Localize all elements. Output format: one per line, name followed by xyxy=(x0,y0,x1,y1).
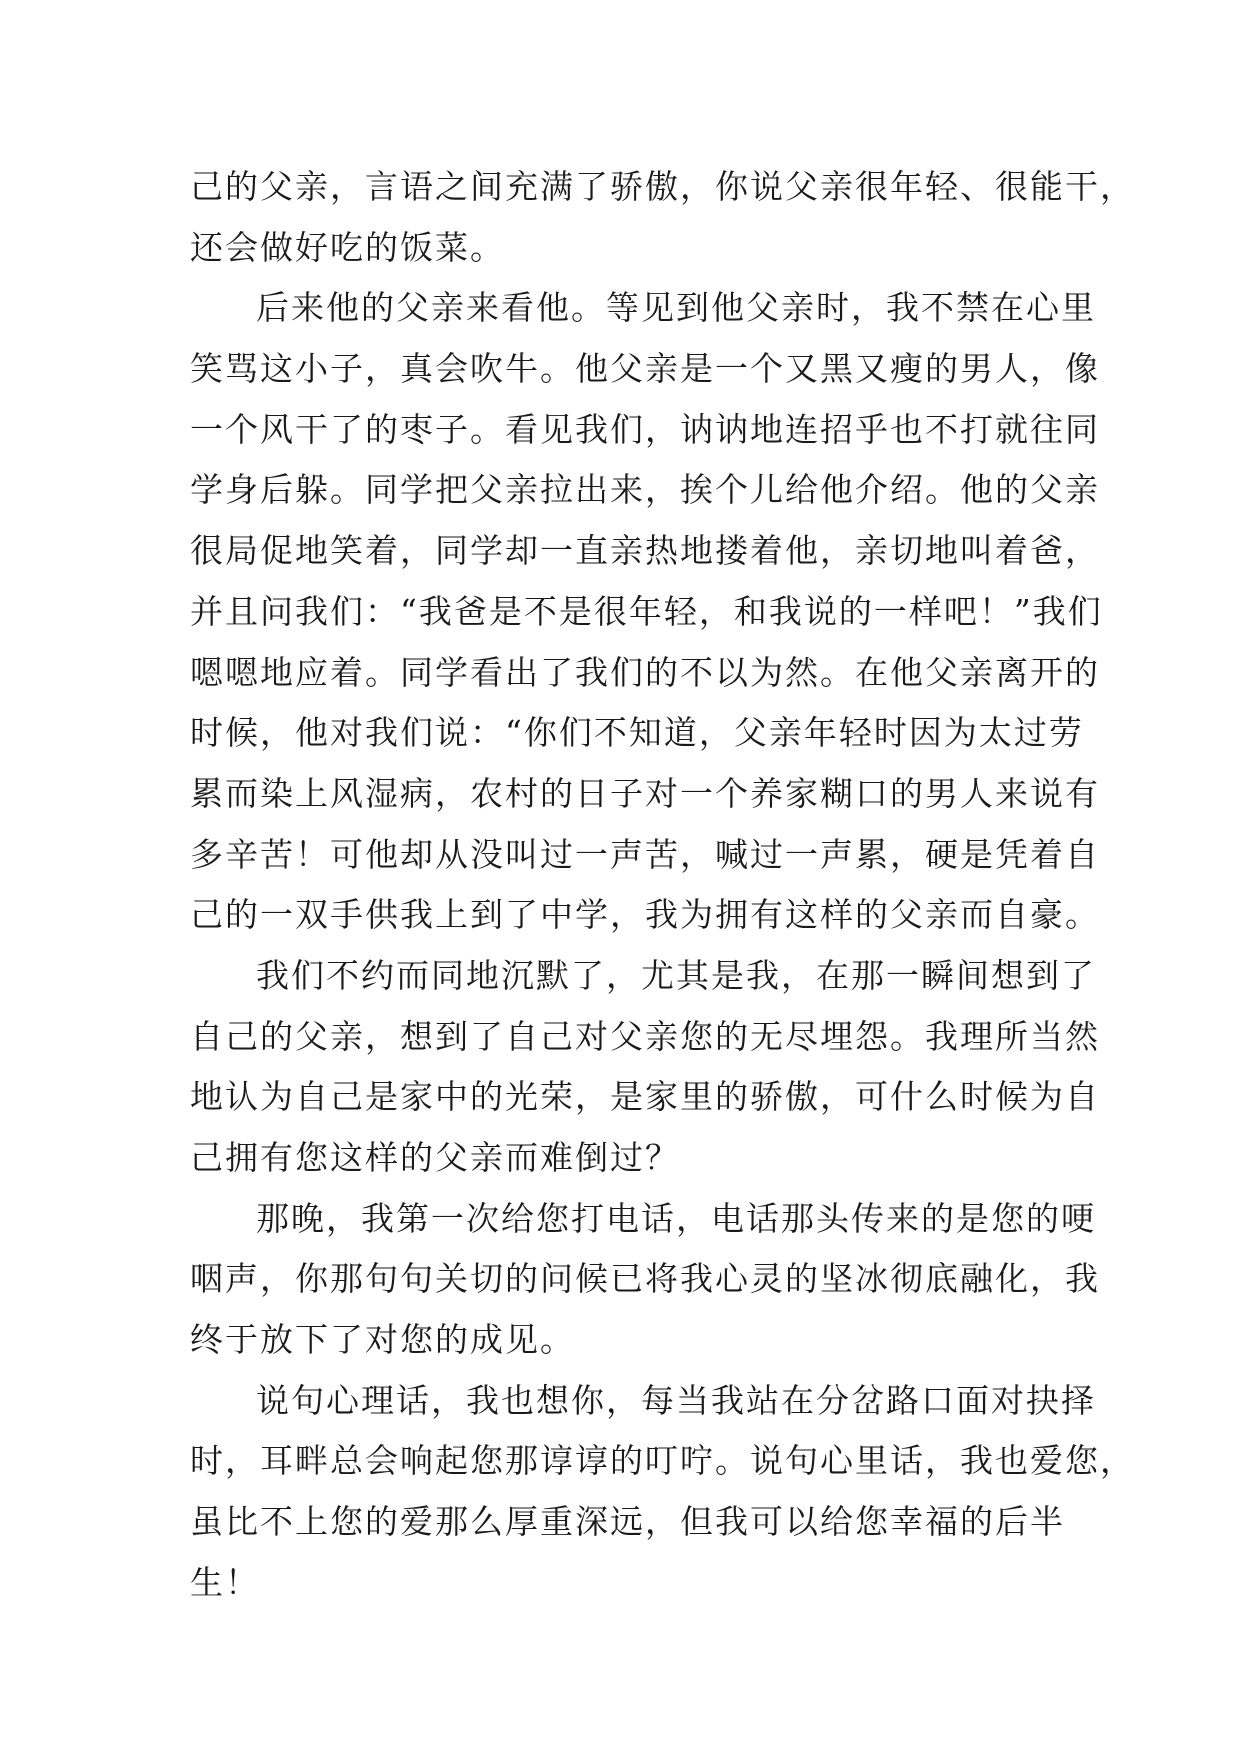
text-line: 自己的父亲，想到了自己对父亲您的无尽埋怨。我理所当然 xyxy=(190,1016,1100,1056)
text-line: 多辛苦！可他却从没叫过一声苦，喊过一声累，硬是凭着自 xyxy=(190,834,1100,874)
text-line: 终于放下了对您的成见。 xyxy=(190,1320,575,1360)
text-line: 嗯嗯地应着。同学看出了我们的不以为然。在他父亲离开的 xyxy=(190,652,1100,692)
text-line: 虽比不上您的爱那么厚重深远，但我可以给您幸福的后半 xyxy=(190,1502,1065,1542)
text-line: 咽声，你那句句关切的问候已将我心灵的坚冰彻底融化，我 xyxy=(190,1259,1100,1299)
text-line: 笑骂这小子，真会吹牛。他父亲是一个又黑又瘦的男人，像 xyxy=(190,349,1100,389)
text-line: 很局促地笑着，同学却一直亲热地搂着他，亲切地叫着爸， xyxy=(190,531,1100,571)
text-line: 己拥有您这样的父亲而难倒过？ xyxy=(190,1138,680,1177)
text-line: 一个风干了的枣子。看见我们，讷讷地连招乎也不打就往同 xyxy=(190,409,1100,449)
paragraph-start-line: 那晚，我第一次给您打电话，电话那头传来的是您的哽 xyxy=(256,1198,1096,1238)
text-line: 并且问我们：“我爸是不是很年轻，和我说的一样吧！”我们 xyxy=(190,591,1103,631)
text-line: 累而染上风湿病，农村的日子对一个养家糊口的男人来说有 xyxy=(190,773,1100,813)
text-line: 时候，他对我们说：“你们不知道，父亲年轻时因为太过劳 xyxy=(190,713,1084,753)
text-line: 学身后躲。同学把父亲拉出来，挨个儿给他介绍。他的父亲 xyxy=(190,470,1100,510)
text-line: 时，耳畔总会响起您那谆谆的叮咛。说句心里话，我也爱您， xyxy=(190,1441,1135,1481)
body-text xyxy=(190,157,1135,1614)
paragraph-start-line: 后来他的父亲来看他。等见到他父亲时，我不禁在心里 xyxy=(256,288,1096,328)
paragraph-start-line: 说句心理话，我也想你，每当我站在分岔路口面对抉择 xyxy=(256,1380,1096,1420)
text-line: 己的一双手供我上到了中学，我为拥有这样的父亲而自豪。 xyxy=(190,895,1100,935)
text-line: 己的父亲，言语之间充满了骄傲，你说父亲很年轻、很能干， xyxy=(190,167,1135,206)
text-line: 地认为自己是家中的光荣，是家里的骄傲，可什么时候为自 xyxy=(190,1077,1100,1117)
text-line: 还会做好吃的饭菜。 xyxy=(190,227,505,267)
text-line: 生！ xyxy=(190,1562,260,1602)
paragraph-start-line: 我们不约而同地沉默了，尤其是我，在那一瞬间想到了 xyxy=(256,955,1096,995)
